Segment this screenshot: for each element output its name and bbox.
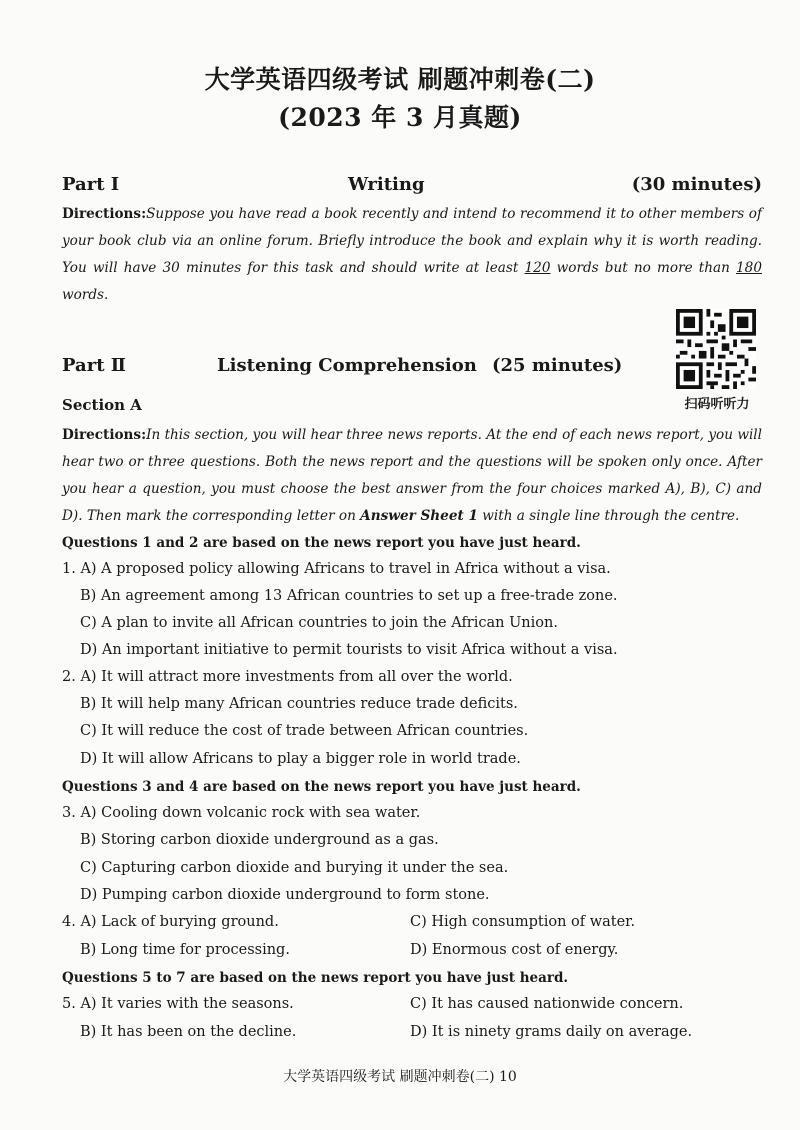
part1-label: Part Ⅰ <box>62 174 120 195</box>
page-footer: 大学英语四级考试 刷题冲刺卷(二) 10 <box>283 1069 517 1085</box>
q3-option-d: D) Pumping carbon dioxide underground to form stone. <box>80 887 490 903</box>
part1-directions: Directions:Suppose you have read a book recently and intend to recommend it to other members of your book club via an online forum. Briefly introduce the book and explain why it is worth reading. You will have 30 minutes for this task and should write at least 120 words but no more than 180 words. <box>62 206 762 303</box>
part1-time: (30 minutes) <box>631 174 762 195</box>
qr-caption: 扫码听听力 <box>684 397 750 412</box>
q2-option-c: C) It will reduce the cost of trade between African countries. <box>80 723 529 739</box>
q5-option-b: B) It has been on the decline. <box>80 1024 297 1040</box>
question-group-heading: Questions 1 and 2 are based on the news report you have just heard. <box>62 535 581 551</box>
q4-option-a: 4. A) Lack of burying ground. <box>62 914 279 930</box>
question-group-heading: Questions 5 to 7 are based on the news report you have just heard. <box>62 970 569 986</box>
section-a-heading: Section A <box>62 396 142 414</box>
q1-option-b: B) An agreement among 13 African countries to set up a free-trade zone. <box>80 588 618 604</box>
q2-option-d: D) It will allow Africans to play a bigger role in world trade. <box>80 751 521 767</box>
min-words: 120 <box>524 260 551 276</box>
q3-option-c: C) Capturing carbon dioxide and burying it under the sea. <box>80 860 509 876</box>
q4-option-b: B) Long time for processing. <box>80 942 290 958</box>
q1-option-c: C) A plan to invite all African countries to join the African Union. <box>80 615 558 631</box>
question-group-heading: Questions 3 and 4 are based on the news report you have just heard. <box>62 779 581 795</box>
part2-label: Part Ⅱ <box>62 355 126 376</box>
q3-option-a: 3. A) Cooling down volcanic rock with sea water. <box>62 805 421 821</box>
q5-option-c: C) It has caused nationwide concern. <box>410 996 684 1012</box>
q2-option-b: B) It will help many African countries reduce trade deficits. <box>80 696 518 712</box>
q5-option-a: 5. A) It varies with the seasons. <box>62 996 294 1012</box>
max-words: 180 <box>736 260 762 276</box>
part1-name: Writing <box>348 174 425 195</box>
exam-title: 大学英语四级考试 刷题冲刺卷(二) <box>204 65 596 94</box>
q1-option-a: 1. A) A proposed policy allowing Africans to travel in Africa without a visa. <box>62 561 611 577</box>
directions-label: Directions: <box>62 206 147 222</box>
q2-option-a: 2. A) It will attract more investments from all over the world. <box>62 669 513 685</box>
part2-time: (25 minutes) <box>492 355 623 376</box>
directions-label: Directions: <box>62 427 147 443</box>
q4-option-c: C) High consumption of water. <box>410 914 636 930</box>
exam-subtitle: (2023 年 3 月真题) <box>278 103 522 132</box>
qr-code-icon[interactable] <box>676 309 756 389</box>
answer-sheet-label: Answer Sheet 1 <box>360 508 478 524</box>
q4-option-d: D) Enormous cost of energy. <box>410 942 619 958</box>
part2-directions: Directions:In this section, you will hear three news reports. At the end of each news report, you will hear two or three questions. Both the news report and the questions will be spoken only once. After you hear a question, you must choose the best answer from the four choices marked A), B), C) and D). Then mark the corresponding letter on Answer Sheet 1 with a single line through the centre. <box>62 427 762 524</box>
part2-name: Listening Comprehension <box>217 355 477 376</box>
q1-option-d: D) An important initiative to permit tourists to visit Africa without a visa. <box>80 642 618 658</box>
q5-option-d: D) It is ninety grams daily on average. <box>410 1024 693 1040</box>
q3-option-b: B) Storing carbon dioxide underground as a gas. <box>80 832 439 848</box>
